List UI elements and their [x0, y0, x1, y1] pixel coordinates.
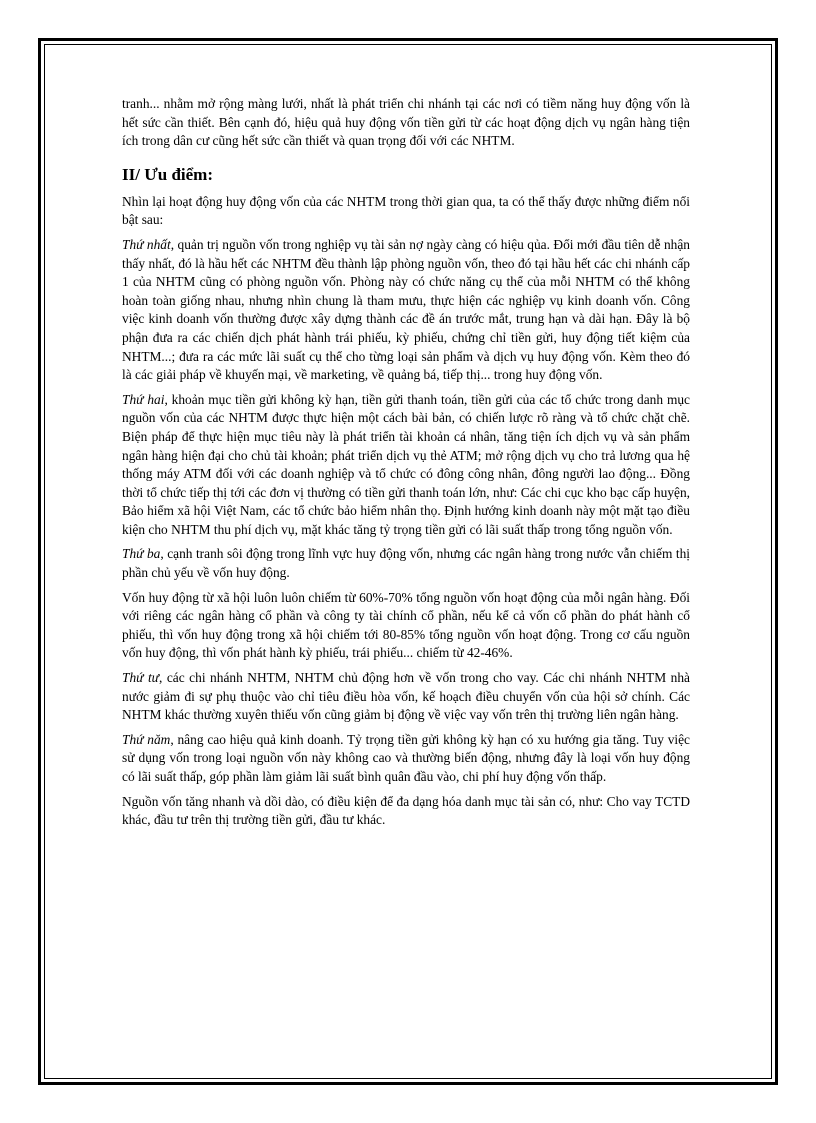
point-1-paragraph: [122, 236, 690, 385]
intro-paragraph: tranh... nhằm mở rộng màng lưới, nhất là phát triển chi nhánh tại các nơi có tiềm năng huy động vốn là hết sức cần thiết. Bên cạnh đó, hiệu quả huy động vốn tiền gửi từ các hoạt động dịch vụ ngân hàng tiện ích trong dân cư cũng hết sức cần thiết và quan trọng đối với các NHTM.: [122, 96, 690, 149]
point-1-text: , quản trị nguồn vốn trong nghiệp vụ tài sản nợ ngày càng có hiệu qủa. Đổi mới đầu tiên dễ nhận thấy nhất, đó là hầu hết các NHTM đều thành lập phòng nguồn vốn, theo đó tại hầu hết các chi nhánh cấp 1 của NHTM cũng có phòng nguồn vốn. Phòng này có chức năng cụ thể của mỗi NHTM có thể không hoàn toàn giống nhau, nhưng nhìn chung là tham mưu, thực hiện các nghiệp vụ kinh doanh vốn. Công việc kinh doanh vốn thường được xây dựng thành các đề án trước mắt, trung hạn và dài hạn. Đây là bộ phận đưa ra các chiến dịch phát hành trái phiếu, kỳ phiếu, chứng chỉ tiền gửi, huy động tiết kiệm của NHTM...; đưa ra các mức lãi suất cụ thể cho từng loại sản phẩm và dịch vụ huy động vốn. Kèm theo đó là các giải pháp về khuyến mại, về marketing, về quảng bá, tiếp thị... trong huy động vốn.: [122, 236, 690, 383]
point-1-label: Thứ nhất: [122, 236, 171, 252]
document-body: [122, 95, 690, 836]
point-4-label: Thứ tư: [122, 670, 159, 686]
point-3-label: Thứ ba: [122, 546, 161, 562]
section-heading: II/ Ưu điểm:: [122, 164, 213, 184]
point-2-label: Thứ hai: [122, 391, 165, 407]
lead-paragraph: Nhìn lại hoạt động huy động vốn của các NHTM trong thời gian qua, ta có thể thấy được những điểm nổi bật sau:: [122, 193, 690, 228]
point-3-paragraph: [122, 545, 690, 582]
point-2-paragraph: [122, 391, 690, 540]
point-4-paragraph: [122, 669, 690, 725]
point-4-text: , các chi nhánh NHTM, NHTM chủ động hơn về vốn trong cho vay. Các chi nhánh NHTM nhà nước giảm đi sự phụ thuộc vào chỉ tiêu điều hòa vốn, kế hoạch điều chuyển vốn của hội sở chính. Các NHTM khác thường xuyên thiếu vốn cũng giảm bị động về việc vay vốn trên thị trường liên ngân hàng.: [122, 670, 690, 723]
capital-share-paragraph: Vốn huy động từ xã hội luôn luôn chiếm từ 60%-70% tổng nguồn vốn hoạt động của mỗi ngân hàng. Đối với riêng các ngân hàng cổ phần và công ty tài chính cổ phần, nếu kể cả vốn cổ phần do phát hành cổ phiếu, thì vốn huy động trong xã hội chiếm tới 80-85% tổng nguồn vốn hoạt động. Trong cơ cấu nguồn vốn huy động, thì vốn phát hành kỳ phiếu, trái phiếu... chiếm từ 42-46%.: [122, 589, 690, 661]
point-5-paragraph: [122, 731, 690, 787]
point-5-text: , nâng cao hiệu quả kinh doanh. Tỷ trọng tiền gửi không kỳ hạn có xu hướng gia tăng. Tuy việc sử dụng vốn trong loại nguồn vốn này không cao và thường biến động, nhưng đây là loại vốn huy động có lãi suất thấp, góp phần làm giảm lãi suất bình quân đầu vào, chi phí huy động vốn thấp.: [122, 731, 691, 784]
point-3-text: , cạnh tranh sôi động trong lĩnh vực huy động vốn, nhưng các ngân hàng trong nước vẫn chiếm thị phần chủ yếu về vốn huy động.: [122, 546, 690, 581]
closing-paragraph: Nguồn vốn tăng nhanh và dồi dào, có điều kiện để đa dạng hóa danh mục tài sản có, như: Cho vay TCTD khác, đầu tư trên thị trường tiền gửi, đầu tư khác.: [122, 793, 690, 828]
point-5-label: Thứ năm: [122, 731, 171, 747]
point-2-text: , khoản mục tiền gửi không kỳ hạn, tiền gửi thanh toán, tiền gửi của các tổ chức trong danh mục nguồn vốn của các NHTM được thực hiện một cách bài bản, có chiến lược rõ ràng và tổ chức chặt chẽ. Biện pháp để thực hiện mục tiêu này là phát triển tài khoản cá nhân, tăng tiện ích dịch vụ và sản phẩm ngân hàng hiện đại cho chủ tài khoản; phát triển dịch vụ thẻ ATM; mở rộng dịch vụ cho trả lương qua hệ thống máy ATM đối với các doanh nghiệp và tổ chức có đông công nhân, đông người lao động... Đồng thời tổ chức tiếp thị tới các đơn vị thường có tiền gửi thanh toán lớn, như: Các chi cục kho bạc cấp huyện, Bảo hiểm xã hội Việt Nam, các tổ chức bảo hiểm nhân thọ. Định hướng kinh doanh này một mặt tạo điều kiện cho NHTM thu phí dịch vụ, mặt khác tăng tỷ trọng tiền gửi có lãi suất thấp trong tổng nguồn vốn.: [122, 391, 690, 537]
